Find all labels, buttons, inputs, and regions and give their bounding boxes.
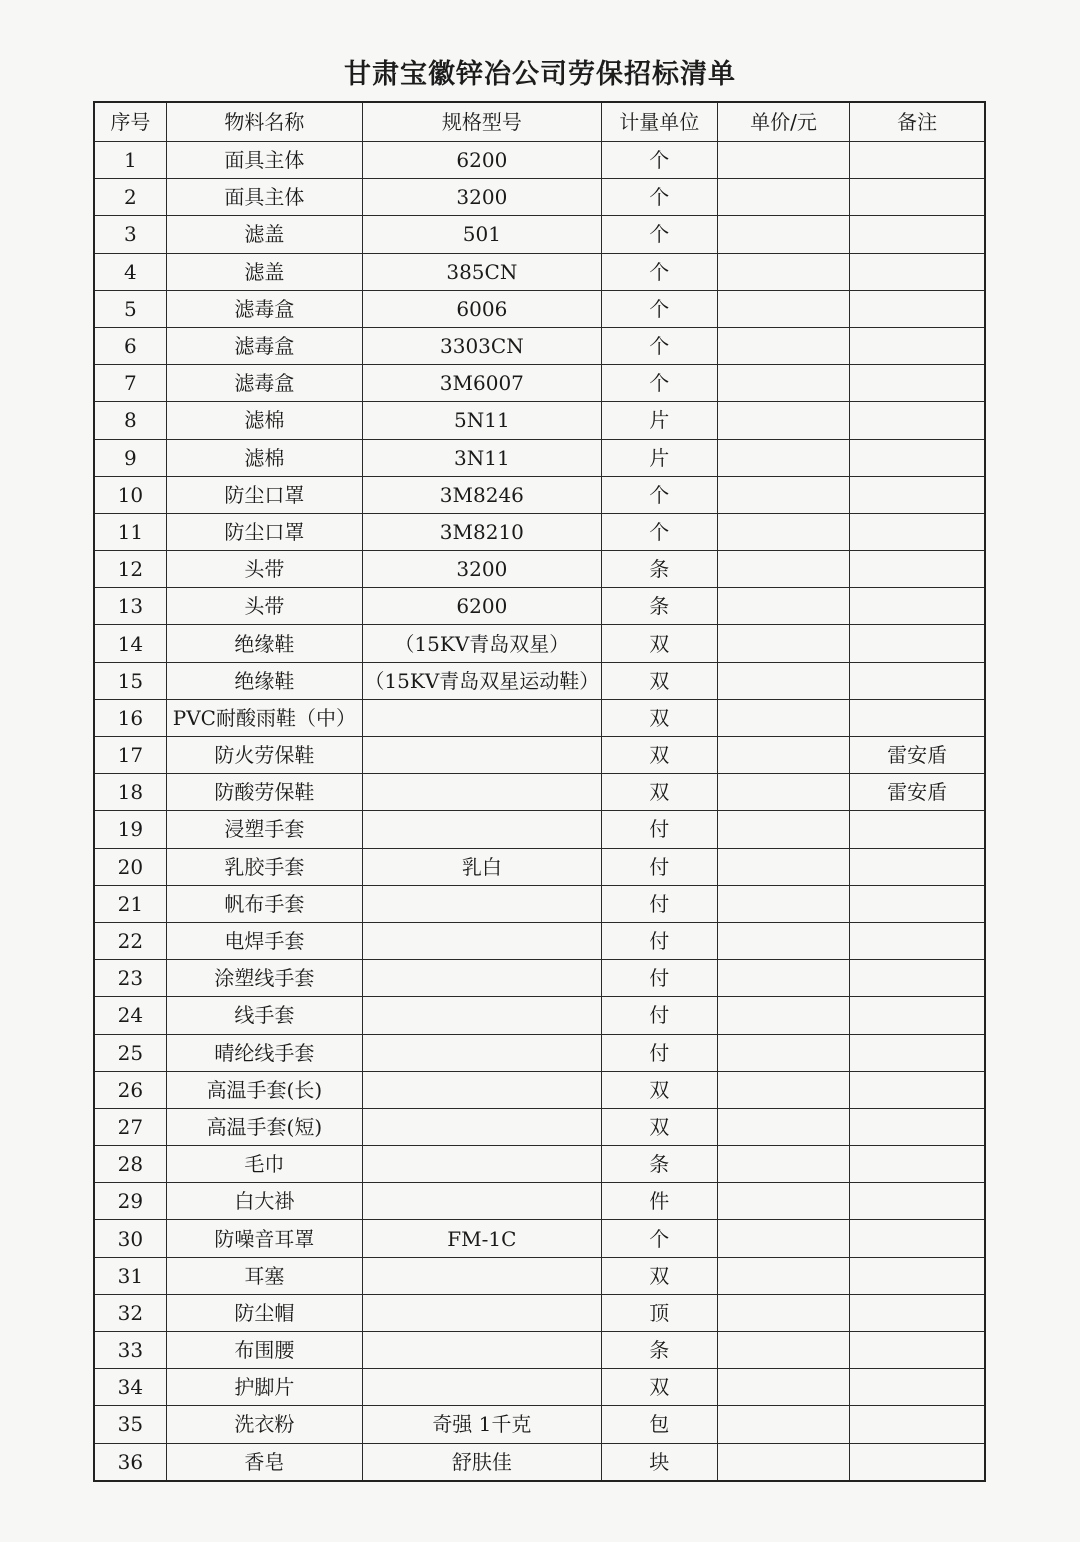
table-row: [94, 216, 985, 253]
cell-seq: 36: [94, 1443, 166, 1481]
cell-seq: 27: [94, 1108, 166, 1145]
cell-price: [717, 1220, 849, 1257]
table-row: [94, 1220, 985, 1257]
cell-note: [850, 439, 985, 476]
cell-seq: 4: [94, 253, 166, 290]
cell-unit: 顶: [601, 1294, 717, 1331]
cell-spec: 3N11: [363, 439, 602, 476]
table-row: [94, 439, 985, 476]
cell-note: [850, 960, 985, 997]
cell-note: [850, 402, 985, 439]
table-row: [94, 960, 985, 997]
cell-spec: [363, 1146, 602, 1183]
cell-spec: 3303CN: [363, 327, 602, 364]
cell-unit: 条: [601, 588, 717, 625]
cell-name: 滤棉: [166, 402, 362, 439]
cell-seq: 26: [94, 1071, 166, 1108]
cell-spec: [363, 1332, 602, 1369]
table-row: [94, 513, 985, 550]
cell-price: [717, 1406, 849, 1443]
cell-unit: 双: [601, 1108, 717, 1145]
cell-unit: 个: [601, 290, 717, 327]
cell-name: 滤盖: [166, 216, 362, 253]
cell-unit: 双: [601, 625, 717, 662]
cell-name: 滤毒盒: [166, 327, 362, 364]
table-row: [94, 402, 985, 439]
cell-unit: 块: [601, 1443, 717, 1481]
cell-note: [850, 848, 985, 885]
cell-note: [850, 1108, 985, 1145]
cell-price: [717, 1443, 849, 1481]
cell-price: [717, 1108, 849, 1145]
cell-seq: 29: [94, 1183, 166, 1220]
table-row: [94, 997, 985, 1034]
cell-price: [717, 997, 849, 1034]
cell-unit: 条: [601, 1332, 717, 1369]
cell-name: 防尘口罩: [166, 513, 362, 550]
cell-note: [850, 1332, 985, 1369]
cell-name: 帆布手套: [166, 885, 362, 922]
cell-spec: （15KV青岛双星运动鞋）: [363, 662, 602, 699]
table-row: [94, 625, 985, 662]
cell-name: 布围腰: [166, 1332, 362, 1369]
cell-price: [717, 513, 849, 550]
cell-price: [717, 737, 849, 774]
cell-name: 毛巾: [166, 1146, 362, 1183]
table-row: [94, 1034, 985, 1071]
cell-spec: [363, 774, 602, 811]
cell-spec: [363, 1108, 602, 1145]
cell-price: [717, 1146, 849, 1183]
cell-seq: 22: [94, 922, 166, 959]
cell-name: 耳塞: [166, 1257, 362, 1294]
cell-name: 头带: [166, 588, 362, 625]
cell-name: 高温手套(长): [166, 1071, 362, 1108]
table-row: [94, 1257, 985, 1294]
cell-unit: 付: [601, 885, 717, 922]
cell-name: 防尘帽: [166, 1294, 362, 1331]
cell-note: [850, 1257, 985, 1294]
cell-note: [850, 922, 985, 959]
cell-unit: 个: [601, 253, 717, 290]
cell-note: [850, 699, 985, 736]
table-row: [94, 327, 985, 364]
cell-spec: 3M8210: [363, 513, 602, 550]
cell-price: [717, 476, 849, 513]
cell-price: [717, 774, 849, 811]
table-header: [94, 102, 985, 142]
cell-note: [850, 142, 985, 179]
cell-spec: [363, 699, 602, 736]
cell-price: [717, 960, 849, 997]
table-row: [94, 179, 985, 216]
cell-spec: （15KV青岛双星）: [363, 625, 602, 662]
cell-unit: 付: [601, 1034, 717, 1071]
table-row: [94, 551, 985, 588]
cell-name: 涂塑线手套: [166, 960, 362, 997]
cell-note: [850, 1183, 985, 1220]
cell-unit: 个: [601, 476, 717, 513]
cell-note: [850, 1443, 985, 1481]
cell-note: [850, 662, 985, 699]
cell-unit: 付: [601, 997, 717, 1034]
cell-spec: [363, 885, 602, 922]
table-row: [94, 476, 985, 513]
cell-seq: 31: [94, 1257, 166, 1294]
cell-unit: 条: [601, 1146, 717, 1183]
cell-name: 晴纶线手套: [166, 1034, 362, 1071]
cell-spec: [363, 1183, 602, 1220]
cell-note: [850, 551, 985, 588]
header-unit: 计量单位: [601, 102, 717, 142]
cell-spec: [363, 1071, 602, 1108]
cell-spec: [363, 1369, 602, 1406]
table-row: [94, 1332, 985, 1369]
cell-price: [717, 1034, 849, 1071]
cell-name: 高温手套(短): [166, 1108, 362, 1145]
cell-note: [850, 253, 985, 290]
cell-seq: 12: [94, 551, 166, 588]
cell-seq: 13: [94, 588, 166, 625]
bid-list-table: [93, 101, 986, 1482]
cell-seq: 9: [94, 439, 166, 476]
cell-spec: 3200: [363, 551, 602, 588]
cell-seq: 8: [94, 402, 166, 439]
cell-name: 白大褂: [166, 1183, 362, 1220]
cell-unit: 片: [601, 402, 717, 439]
cell-note: [850, 1071, 985, 1108]
cell-unit: 双: [601, 699, 717, 736]
cell-spec: 舒肤佳: [363, 1443, 602, 1481]
cell-seq: 14: [94, 625, 166, 662]
cell-name: 面具主体: [166, 142, 362, 179]
cell-note: [850, 476, 985, 513]
header-name: 物料名称: [166, 102, 362, 142]
table-row: [94, 885, 985, 922]
cell-name: PVC耐酸雨鞋（中）: [166, 699, 362, 736]
cell-unit: 双: [601, 737, 717, 774]
cell-price: [717, 439, 849, 476]
cell-price: [717, 365, 849, 402]
cell-seq: 20: [94, 848, 166, 885]
cell-price: [717, 551, 849, 588]
cell-seq: 11: [94, 513, 166, 550]
cell-note: [850, 588, 985, 625]
header-price: 单价/元: [717, 102, 849, 142]
header-row: [94, 102, 985, 142]
cell-note: [850, 327, 985, 364]
table-row: [94, 142, 985, 179]
cell-spec: 乳白: [363, 848, 602, 885]
table-row: [94, 1071, 985, 1108]
cell-seq: 32: [94, 1294, 166, 1331]
cell-note: [850, 1369, 985, 1406]
cell-seq: 7: [94, 365, 166, 402]
cell-unit: 双: [601, 1369, 717, 1406]
cell-seq: 18: [94, 774, 166, 811]
cell-seq: 28: [94, 1146, 166, 1183]
cell-unit: 双: [601, 662, 717, 699]
cell-unit: 双: [601, 1071, 717, 1108]
cell-price: [717, 142, 849, 179]
cell-unit: 片: [601, 439, 717, 476]
cell-price: [717, 1071, 849, 1108]
cell-note: 雷安盾: [850, 737, 985, 774]
cell-seq: 30: [94, 1220, 166, 1257]
cell-name: 防酸劳保鞋: [166, 774, 362, 811]
table-row: [94, 811, 985, 848]
cell-unit: 件: [601, 1183, 717, 1220]
cell-seq: 16: [94, 699, 166, 736]
cell-unit: 个: [601, 1220, 717, 1257]
cell-seq: 19: [94, 811, 166, 848]
cell-name: 面具主体: [166, 179, 362, 216]
cell-seq: 21: [94, 885, 166, 922]
cell-seq: 1: [94, 142, 166, 179]
cell-note: [850, 1146, 985, 1183]
cell-name: 香皂: [166, 1443, 362, 1481]
cell-spec: [363, 1034, 602, 1071]
cell-unit: 双: [601, 1257, 717, 1294]
cell-seq: 3: [94, 216, 166, 253]
cell-name: 乳胶手套: [166, 848, 362, 885]
cell-unit: 包: [601, 1406, 717, 1443]
cell-seq: 2: [94, 179, 166, 216]
cell-spec: 385CN: [363, 253, 602, 290]
table-row: [94, 1406, 985, 1443]
header-spec: 规格型号: [363, 102, 602, 142]
cell-note: [850, 179, 985, 216]
cell-name: 头带: [166, 551, 362, 588]
cell-spec: FM-1C: [363, 1220, 602, 1257]
cell-name: 防火劳保鞋: [166, 737, 362, 774]
cell-unit: 付: [601, 960, 717, 997]
cell-unit: 付: [601, 922, 717, 959]
cell-unit: 条: [601, 551, 717, 588]
cell-seq: 5: [94, 290, 166, 327]
table-row: [94, 1369, 985, 1406]
cell-name: 线手套: [166, 997, 362, 1034]
cell-name: 洗衣粉: [166, 1406, 362, 1443]
cell-seq: 17: [94, 737, 166, 774]
cell-price: [717, 1257, 849, 1294]
table-body: [94, 142, 985, 1481]
cell-price: [717, 179, 849, 216]
header-note: 备注: [850, 102, 985, 142]
cell-name: 滤棉: [166, 439, 362, 476]
cell-spec: 奇强 1千克: [363, 1406, 602, 1443]
cell-price: [717, 1332, 849, 1369]
cell-unit: 双: [601, 774, 717, 811]
cell-name: 浸塑手套: [166, 811, 362, 848]
cell-price: [717, 216, 849, 253]
table-row: [94, 774, 985, 811]
cell-price: [717, 922, 849, 959]
cell-unit: 个: [601, 142, 717, 179]
table-row: [94, 1294, 985, 1331]
cell-unit: 个: [601, 365, 717, 402]
cell-note: [850, 885, 985, 922]
cell-spec: 3200: [363, 179, 602, 216]
cell-spec: 6006: [363, 290, 602, 327]
cell-note: [850, 625, 985, 662]
cell-seq: 34: [94, 1369, 166, 1406]
cell-note: [850, 513, 985, 550]
cell-note: [850, 1220, 985, 1257]
cell-price: [717, 1294, 849, 1331]
cell-note: [850, 216, 985, 253]
cell-seq: 24: [94, 997, 166, 1034]
cell-seq: 10: [94, 476, 166, 513]
cell-unit: 付: [601, 811, 717, 848]
cell-spec: 6200: [363, 142, 602, 179]
cell-name: 护脚片: [166, 1369, 362, 1406]
cell-note: [850, 1406, 985, 1443]
cell-note: [850, 290, 985, 327]
cell-spec: [363, 1257, 602, 1294]
cell-unit: 个: [601, 179, 717, 216]
cell-price: [717, 848, 849, 885]
cell-note: [850, 1294, 985, 1331]
table-row: [94, 737, 985, 774]
cell-name: 绝缘鞋: [166, 625, 362, 662]
cell-note: [850, 365, 985, 402]
header-seq: 序号: [94, 102, 166, 142]
cell-unit: 个: [601, 216, 717, 253]
cell-spec: [363, 997, 602, 1034]
cell-name: 绝缘鞋: [166, 662, 362, 699]
cell-price: [717, 402, 849, 439]
cell-spec: [363, 811, 602, 848]
cell-seq: 25: [94, 1034, 166, 1071]
table-row: [94, 848, 985, 885]
cell-price: [717, 253, 849, 290]
cell-spec: [363, 960, 602, 997]
cell-price: [717, 290, 849, 327]
cell-spec: 3M6007: [363, 365, 602, 402]
cell-price: [717, 327, 849, 364]
cell-seq: 33: [94, 1332, 166, 1369]
cell-price: [717, 699, 849, 736]
cell-seq: 6: [94, 327, 166, 364]
cell-name: 滤盖: [166, 253, 362, 290]
cell-note: [850, 811, 985, 848]
table-row: [94, 922, 985, 959]
table-row: [94, 365, 985, 402]
cell-name: 滤毒盒: [166, 365, 362, 402]
cell-seq: 15: [94, 662, 166, 699]
document-title: 甘肃宝徽锌冶公司劳保招标清单: [344, 59, 736, 90]
cell-price: [717, 811, 849, 848]
cell-note: [850, 997, 985, 1034]
table-row: [94, 1146, 985, 1183]
cell-price: [717, 625, 849, 662]
cell-spec: [363, 922, 602, 959]
table-row: [94, 290, 985, 327]
cell-name: 滤毒盒: [166, 290, 362, 327]
cell-unit: 个: [601, 327, 717, 364]
cell-spec: 6200: [363, 588, 602, 625]
cell-note: 雷安盾: [850, 774, 985, 811]
table-row: [94, 1183, 985, 1220]
cell-spec: 501: [363, 216, 602, 253]
cell-price: [717, 1369, 849, 1406]
table-row: [94, 1443, 985, 1481]
cell-spec: [363, 737, 602, 774]
cell-spec: 5N11: [363, 402, 602, 439]
cell-name: 防尘口罩: [166, 476, 362, 513]
cell-price: [717, 588, 849, 625]
table-row: [94, 253, 985, 290]
table-row: [94, 588, 985, 625]
table-row: [94, 699, 985, 736]
cell-note: [850, 1034, 985, 1071]
table-row: [94, 662, 985, 699]
cell-seq: 35: [94, 1406, 166, 1443]
cell-name: 电焊手套: [166, 922, 362, 959]
cell-unit: 付: [601, 848, 717, 885]
cell-name: 防噪音耳罩: [166, 1220, 362, 1257]
table-row: [94, 1108, 985, 1145]
cell-price: [717, 662, 849, 699]
cell-unit: 个: [601, 513, 717, 550]
cell-spec: [363, 1294, 602, 1331]
cell-spec: 3M8246: [363, 476, 602, 513]
cell-price: [717, 885, 849, 922]
cell-price: [717, 1183, 849, 1220]
cell-seq: 23: [94, 960, 166, 997]
